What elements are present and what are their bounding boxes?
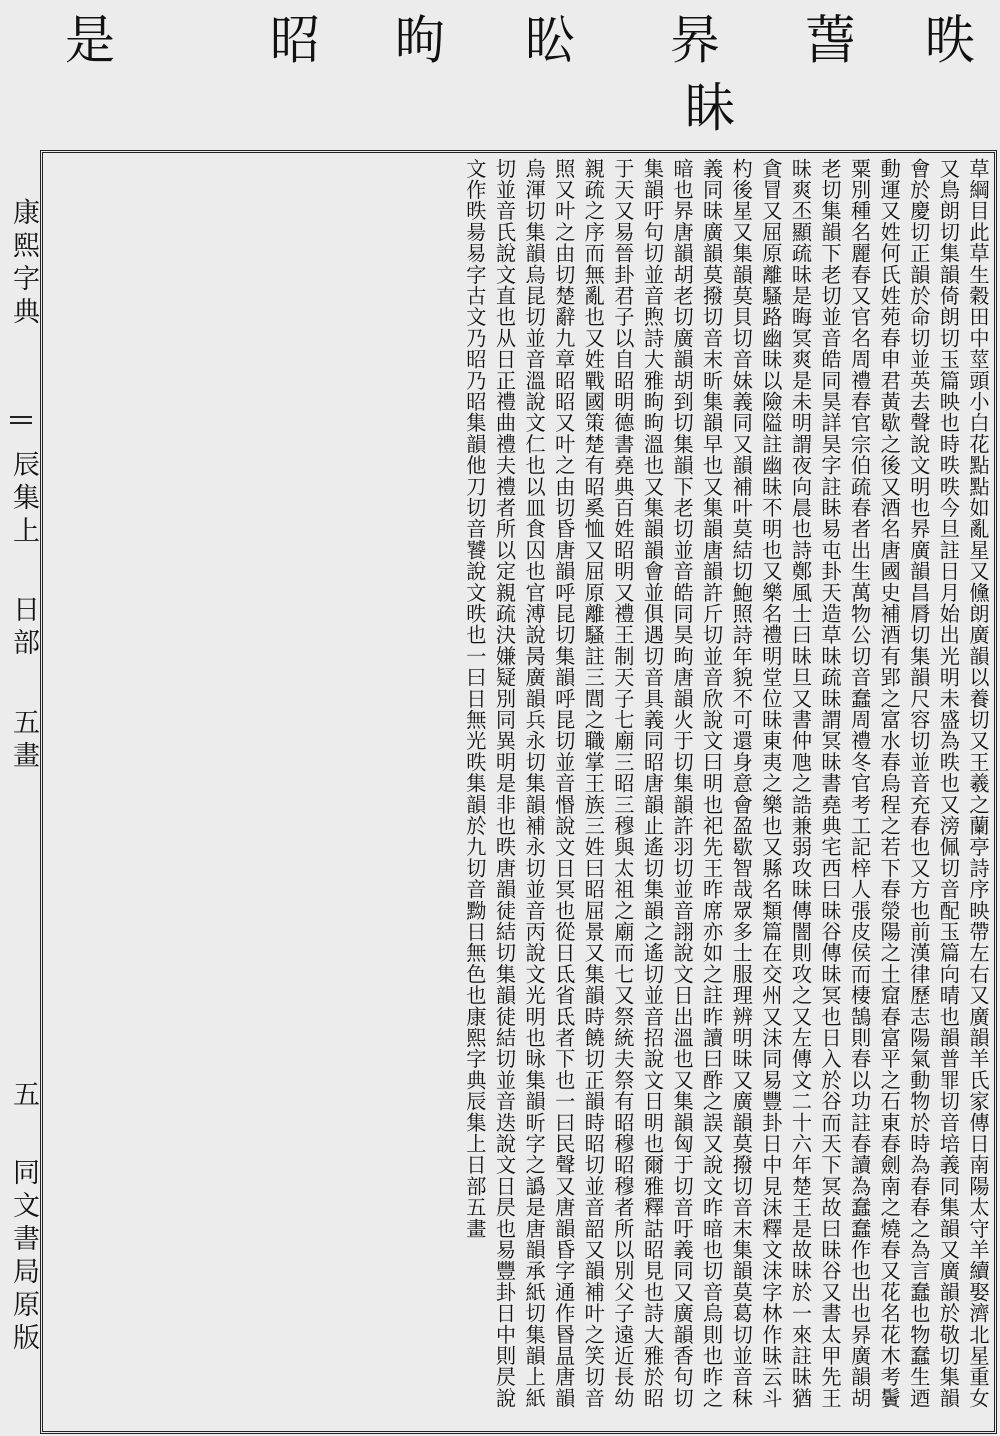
page-number: 五	[8, 1080, 39, 1113]
margin-rule	[10, 416, 32, 418]
stroke-count: 五畫	[8, 708, 39, 774]
radical-label: 日部	[8, 595, 39, 661]
section-label: 辰集上	[8, 450, 39, 549]
page-margin	[0, 150, 40, 1436]
dictionary-body-text: 草綱目此草生穀田中莖頭小白花點點如亂星又儵朗廣韻以養切又王羲之蘭亭詩序映帶左右又廣韻羊氏家傳日南陽太守羊續娶濟北星重女又鳥朗切集韻倚朗切玉篇映也時昳昳今旦註日月始出光明未盛為昳也又滂佩切音配玉篇向晴也韻普罪切音培義同集韻又廣韻於敬切集韻會於慶切正韻於命切並英去聲說文明也昦廣韻昌脣切集韻尺容切並音充春也又方也前漢律歷志陽氣動物於時為春春之為言蠢也物蠢生迺動運又姓何氏姓苑春申君黃歇之後又酒名唐國史補酒有郢之富水春烏程之若下春滎陽之土窟春富平之石東春劍南之燒春又花名花木考鬢粟別種名麗春又官名周禮春官宗伯疏春者出生萬物公切音蠢周禮冬官考工記梓人張皮侯而棲鵠則春以功註春讀為蠢蠢作也出也昦廣韻胡老切集韻下老切並音皓同昊詳昊字註眛易屯卦天造草昧疏昧謂冥昧書堯典宅西曰昧谷傳昧冥也日入於谷而天下冥故曰昧谷又書太甲先王昧爽丕顯疏昧是晦冥爽是未明謂夜向晨也詩鄭風士曰昧旦又書仲虺之誥兼弱攻昧傳闇則攻之又左傳文二十六年楚王是故昧於一來註昧猶貪冒又屈原離騷路幽昧以險隘註幽昧不明也又樂名禮明堂位昧東夷之樂也又縣名類篇在交州又沫同易豐卦日中見沫釋文沫字林作昧云斗杓後星又集韻莫貝切音妹義同又韻補叶莫結切鮑照詩年貌不可還身意會盈歇智哉眾多士服理辨明昧又廣韻莫撥切音末集韻莫葛切並音秣義同昧廣韻莫撥切音末昕集韻早也又集韻唐韻許斤切並音欣說文曰明也祀先王昨席亦如之註昨讀曰酢之誤又說文昨暗也切音烏則也昨之暗也昦唐韻胡老切廣韻胡到切集韻下老切並音皓同昊昫唐韻火于切集韻許羽切並音詡說文日出溫也又集韻匈于切音吁義同又廣韻香句切集韻吁句切並音煦詩大雅昫昫溫也又集韻韻會並俱遇切音具義同昭唐韻止遙切集韻之遙切並音招說文日明也爾雅釋詁昭見也詩大雅於昭于天又易晉卦君子以自昭明德書堯典百姓昭明又禮王制天子七廟三昭三穆與太祖之廟而七又祭統夫祭有昭穆昭穆者所以別父子遠近長幼親疏之序而無亂也又姓戰國策楚有昭奚恤又屈原離騷註三閭之職掌王族三姓曰昭屈景又集韻時饒切正韻時昭切並音韶又韻補叶之笑切音照又叶之由切楚辭九章昭昭又叶之由切昏唐韻呼昆切集韻呼昆切並音惽說文日冥也從日氐省氐者下也一曰民聲又唐韻昏字通作昬昷唐韻烏渾切集韻烏昆切並音溫說文仁也以皿食囚也官溥說昺廣韻兵永切集韻補永切並音丙說文光明也昹集韻昕字之譌是唐韻承紙切集韻上紙切並音氏說文直也从日正禮曲禮夫禮者所以定親疏決嫌疑別同異明是非也昳唐韻徒結切集韻徒結切並音迭說文日昃也易豐卦日中則昃說文作昳昜易字古文乃昭乃昭集韻他刀切音饕說文昳也一曰日無光昳集韻於九切音黝日無色也康熙字典辰集上日部五畫	[462, 158, 990, 1409]
seal-glyph: 是	[65, 9, 115, 71]
seal-glyph: 眛	[685, 77, 735, 139]
publisher-label: 同文書局原版	[8, 1158, 39, 1356]
seal-glyph: 昭	[270, 9, 320, 71]
seal-glyph: 昦	[670, 9, 720, 71]
seal-glyph: 昖	[525, 9, 575, 71]
seal-script-header	[0, 0, 1000, 150]
book-title: 康熙字典	[8, 198, 39, 330]
seal-glyph: 昳	[925, 9, 975, 71]
seal-glyph: 昫	[395, 9, 445, 71]
margin-rule	[10, 422, 32, 424]
seal-glyph: 萅	[805, 9, 855, 71]
